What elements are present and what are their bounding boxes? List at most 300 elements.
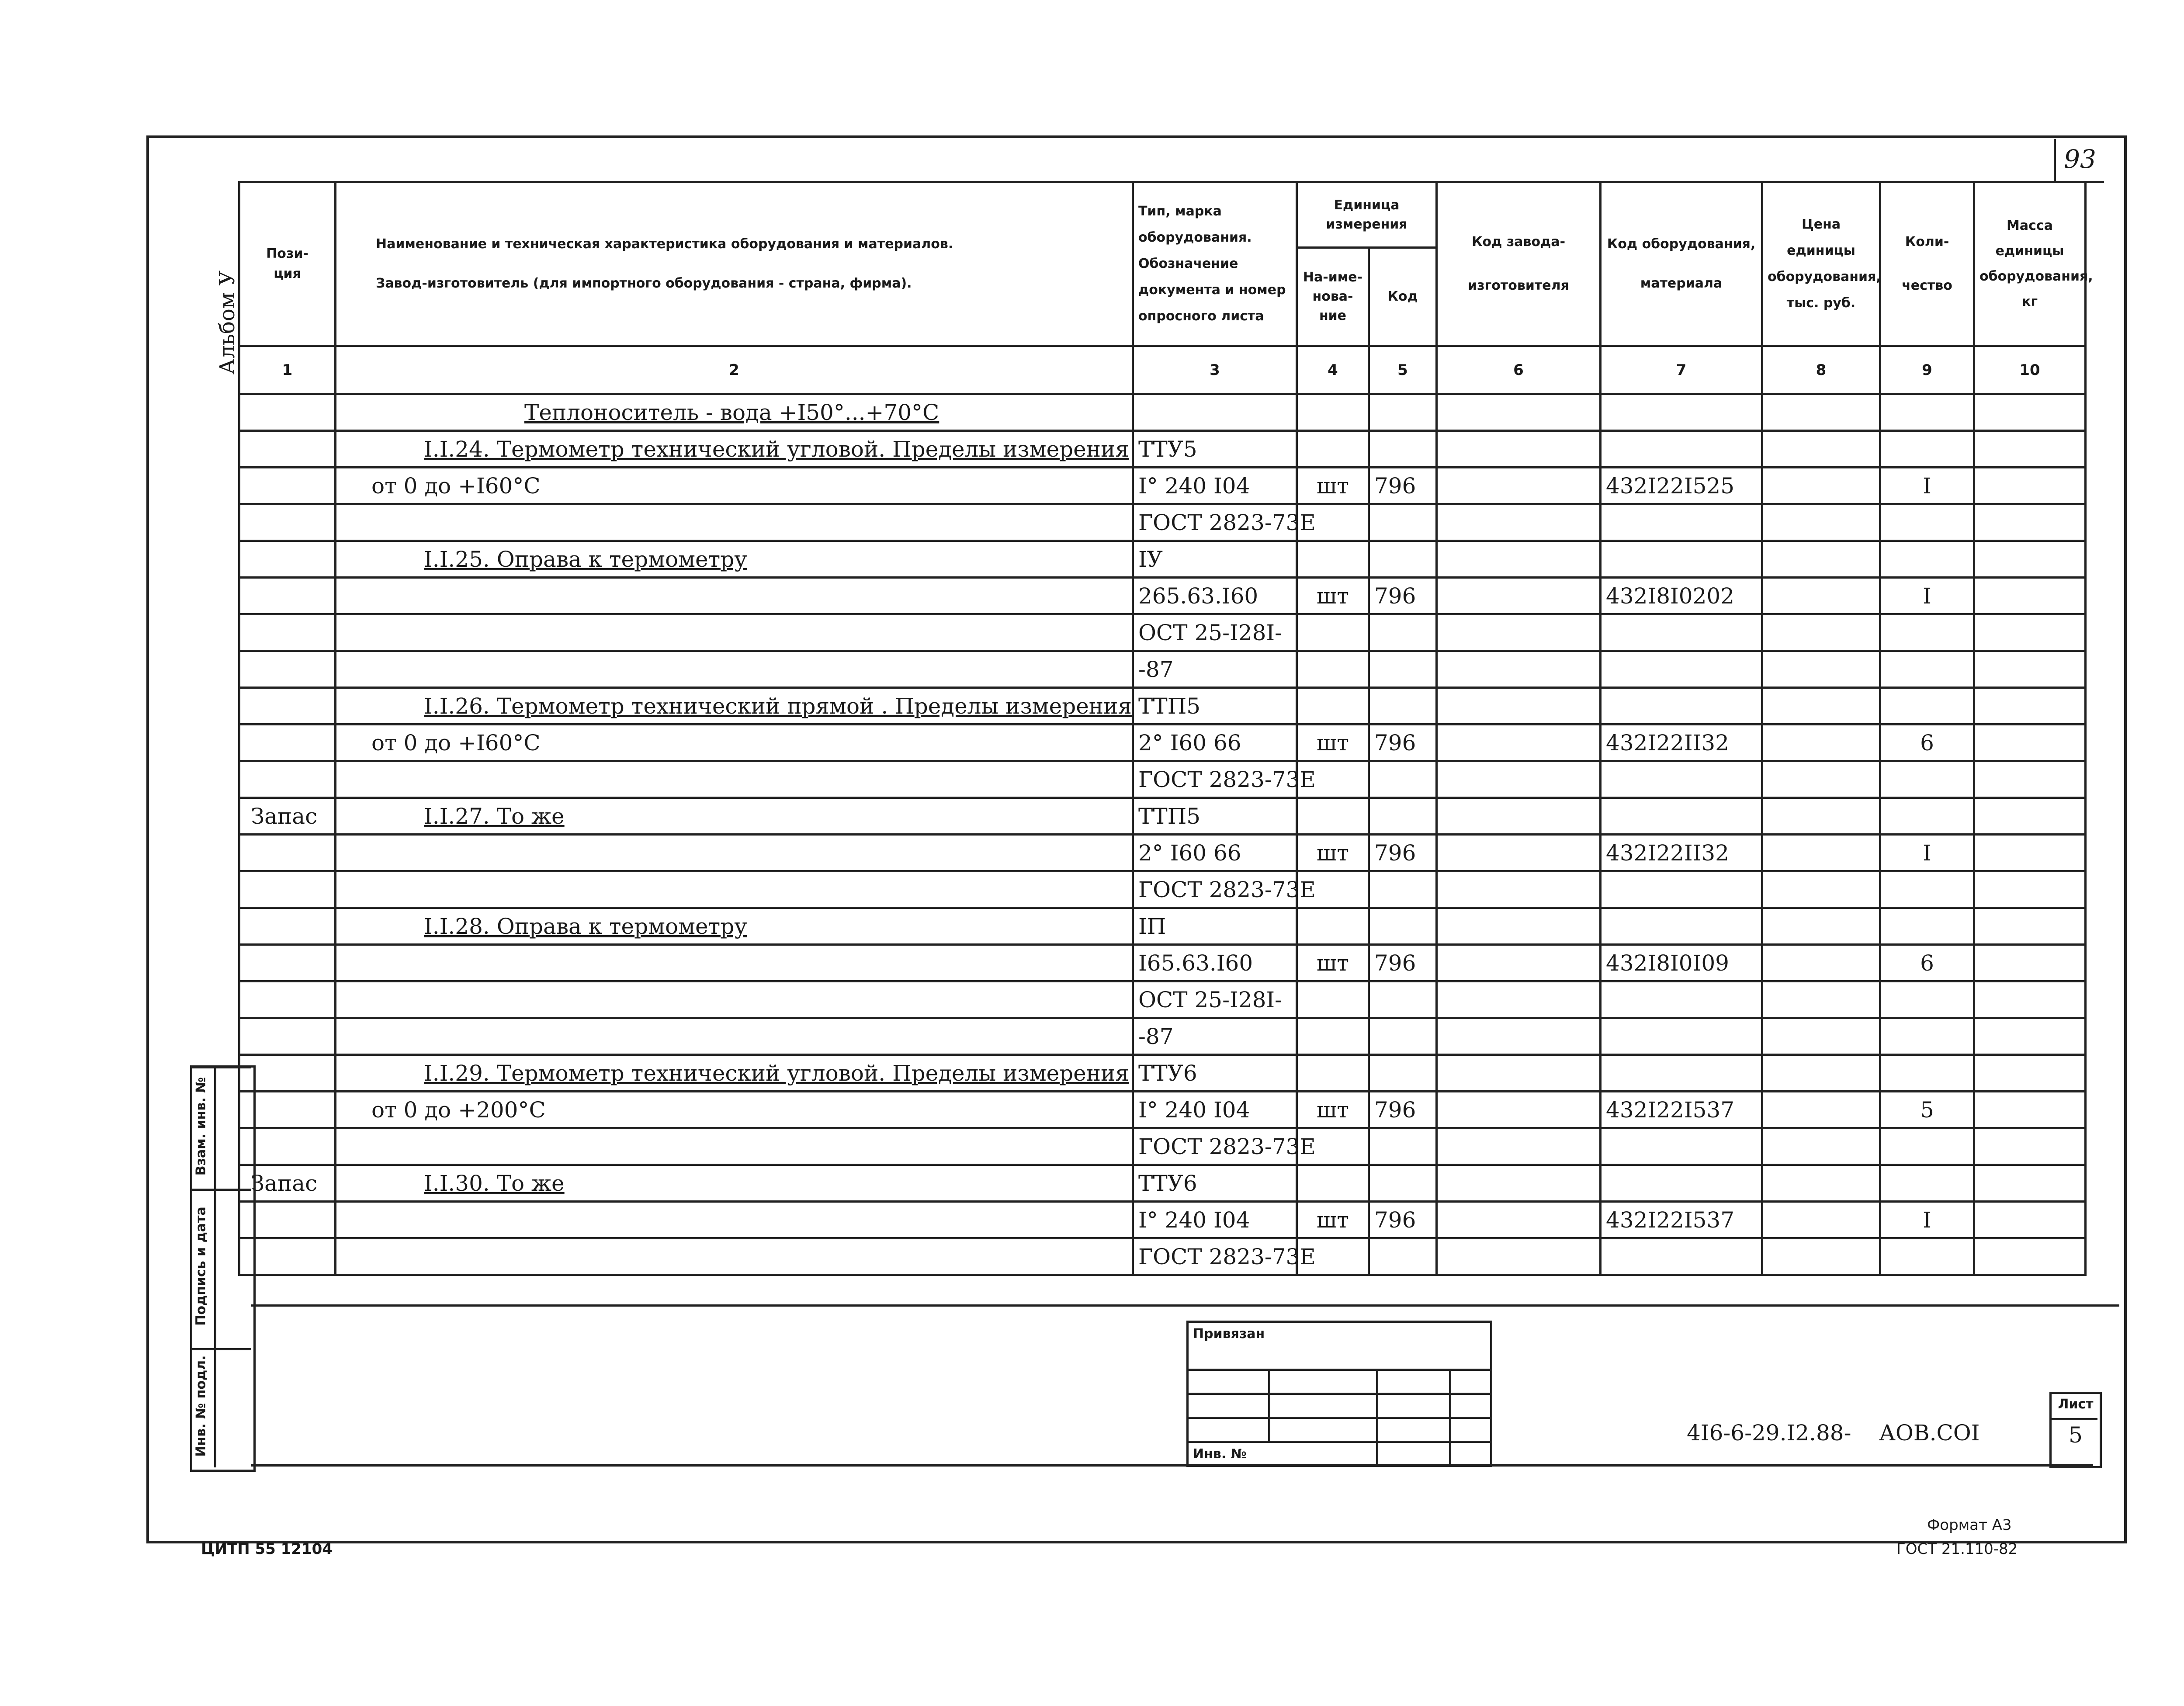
row-plant-code: [1437, 651, 1601, 688]
row-name: I.I.28. Оправа к термометру: [336, 908, 1133, 945]
row-unit: шт: [1297, 945, 1369, 981]
header-name: [336, 182, 1133, 346]
row-position: [239, 945, 336, 981]
row-unit-code: [1369, 614, 1437, 651]
row-price: [1762, 1165, 1880, 1202]
row-type: ТТУ6: [1133, 1165, 1297, 1202]
row-mass: [1974, 614, 2086, 651]
table-row: [239, 871, 2086, 908]
row-position: [239, 541, 336, 578]
header-name-line2: Завод-изготовитель (для импортного оборудования - страна, фирма).: [376, 276, 912, 291]
row-name: [336, 981, 1133, 1018]
table-row: [239, 541, 2086, 578]
table-row: [239, 761, 2086, 798]
row-price: [1762, 578, 1880, 614]
bottom-stamp-line: [251, 1304, 2119, 1307]
row-equipment-code: [1601, 761, 1762, 798]
row-unit: [1297, 394, 1369, 431]
attached-label: Привязан: [1193, 1326, 1265, 1342]
row-unit: [1297, 981, 1369, 1018]
sheet-box-divider: [2049, 1418, 2097, 1420]
row-price: [1762, 798, 1880, 835]
row-unit-code: 796: [1369, 835, 1437, 871]
row-unit-code: [1369, 1018, 1437, 1055]
row-plant-code: [1437, 1238, 1601, 1275]
row-name: I.I.30. То же: [336, 1165, 1133, 1202]
row-plant-code: [1437, 835, 1601, 871]
row-unit-code: [1369, 761, 1437, 798]
row-unit: [1297, 1055, 1369, 1092]
row-unit-code: [1369, 504, 1437, 541]
row-unit-code: [1369, 688, 1437, 725]
row-equipment-code: [1601, 871, 1762, 908]
table-row: [239, 945, 2086, 981]
row-position: [239, 871, 336, 908]
row-quantity: [1880, 1128, 1974, 1165]
row-name: [336, 871, 1133, 908]
row-mass: [1974, 981, 2086, 1018]
row-quantity: [1880, 1238, 1974, 1275]
row-quantity: [1880, 908, 1974, 945]
row-mass: [1974, 835, 2086, 871]
row-name: [336, 1018, 1133, 1055]
row-name: I.I.24. Термометр технический угловой. Пределы измерения: [336, 431, 1133, 468]
row-position: [239, 908, 336, 945]
row-type: -87: [1133, 651, 1297, 688]
row-type: I65.63.I60: [1133, 945, 1297, 981]
header-position: Пози- ция: [239, 182, 336, 346]
row-equipment-code: [1601, 908, 1762, 945]
row-price: [1762, 725, 1880, 761]
row-position: [239, 761, 336, 798]
row-plant-code: [1437, 725, 1601, 761]
row-name: [336, 1202, 1133, 1238]
header-unit: Единица измерения: [1297, 182, 1437, 248]
row-equipment-code: 432I8I0202: [1601, 578, 1762, 614]
table-row: [239, 1238, 2086, 1275]
gost-label: ГОСТ 21.110-82: [1896, 1540, 2018, 1558]
col-num: 6: [1437, 346, 1601, 394]
table-row: [239, 1202, 2086, 1238]
row-unit-code: [1369, 871, 1437, 908]
row-name: [336, 761, 1133, 798]
row-position: [239, 431, 336, 468]
row-plant-code: [1437, 394, 1601, 431]
row-plant-code: [1437, 578, 1601, 614]
row-position: Запас: [239, 798, 336, 835]
row-equipment-code: [1601, 394, 1762, 431]
inv-label: Инв. №: [1193, 1446, 1247, 1462]
sheet-number: 5: [2069, 1422, 2083, 1448]
table-row: [239, 798, 2086, 835]
row-plant-code: [1437, 981, 1601, 1018]
row-position: [239, 981, 336, 1018]
row-type: ГОСТ 2823-73Е: [1133, 1238, 1297, 1275]
table-row: [239, 725, 2086, 761]
row-name: от 0 до +I60°С: [336, 468, 1133, 504]
row-quantity: 6: [1880, 725, 1974, 761]
row-unit: [1297, 651, 1369, 688]
table-row: [239, 1165, 2086, 1202]
row-unit: [1297, 798, 1369, 835]
row-mass: [1974, 504, 2086, 541]
row-equipment-code: [1601, 1018, 1762, 1055]
row-type: ТТП5: [1133, 688, 1297, 725]
row-plant-code: [1437, 1018, 1601, 1055]
row-equipment-code: [1601, 1128, 1762, 1165]
row-type: ОСТ 25-I28I-: [1133, 981, 1297, 1018]
side-label-inv-original: Инв. № подл.: [193, 1355, 209, 1457]
row-mass: [1974, 725, 2086, 761]
table-row: [239, 1018, 2086, 1055]
row-equipment-code: [1601, 798, 1762, 835]
row-plant-code: [1437, 945, 1601, 981]
row-unit: [1297, 688, 1369, 725]
row-quantity: 5: [1880, 1092, 1974, 1128]
table-row: [239, 431, 2086, 468]
row-quantity: [1880, 541, 1974, 578]
row-unit-code: [1369, 1055, 1437, 1092]
row-type: ТТУ6: [1133, 1055, 1297, 1092]
row-price: [1762, 1018, 1880, 1055]
row-unit: шт: [1297, 835, 1369, 871]
side-stamp-divider: [190, 1189, 251, 1191]
table-row: [239, 394, 2086, 431]
row-type: IУ: [1133, 541, 1297, 578]
row-mass: [1974, 1238, 2086, 1275]
format-label: Формат А3: [1927, 1516, 2012, 1534]
row-quantity: [1880, 798, 1974, 835]
row-equipment-code: 432I22I537: [1601, 1092, 1762, 1128]
table-row: [239, 1128, 2086, 1165]
specification-body: [239, 394, 2086, 1275]
sheet-label: Лист: [2058, 1397, 2094, 1412]
row-mass: [1974, 541, 2086, 578]
table-row: [239, 1055, 2086, 1092]
row-type: ГОСТ 2823-73Е: [1133, 761, 1297, 798]
row-unit-code: 796: [1369, 1202, 1437, 1238]
row-price: [1762, 1238, 1880, 1275]
table-row: [239, 468, 2086, 504]
bottom-stamp-base: [251, 1464, 2093, 1467]
row-type: IП: [1133, 908, 1297, 945]
row-quantity: [1880, 871, 1974, 908]
table-row: [239, 688, 2086, 725]
row-type: ТТП5: [1133, 798, 1297, 835]
row-price: [1762, 688, 1880, 725]
row-mass: [1974, 1018, 2086, 1055]
column-numbers-row: [239, 346, 2086, 394]
row-equipment-code: 432I22I537: [1601, 1202, 1762, 1238]
row-mass: [1974, 468, 2086, 504]
row-type: ОСТ 25-I28I-: [1133, 614, 1297, 651]
row-name: [336, 1238, 1133, 1275]
row-type: I° 240 I04: [1133, 468, 1297, 504]
row-name: [336, 835, 1133, 871]
row-position: [239, 578, 336, 614]
row-price: [1762, 614, 1880, 651]
row-price: [1762, 908, 1880, 945]
row-equipment-code: [1601, 614, 1762, 651]
row-price: [1762, 394, 1880, 431]
row-equipment-code: [1601, 1165, 1762, 1202]
row-type: 2° I60 66: [1133, 725, 1297, 761]
row-unit-code: [1369, 541, 1437, 578]
footer-left: ЦИТП 55 12104: [201, 1540, 333, 1558]
row-name: [336, 614, 1133, 651]
row-plant-code: [1437, 431, 1601, 468]
side-label-replaced-inv: Взам. инв. №: [193, 1077, 209, 1176]
row-price: [1762, 431, 1880, 468]
col-num: 5: [1369, 346, 1437, 394]
row-quantity: [1880, 651, 1974, 688]
header-unit-code: Код: [1369, 248, 1437, 346]
row-mass: [1974, 1165, 2086, 1202]
table-row: [239, 504, 2086, 541]
row-quantity: [1880, 431, 1974, 468]
row-mass: [1974, 945, 2086, 981]
row-name: [336, 578, 1133, 614]
row-unit-code: [1369, 394, 1437, 431]
row-name: I.I.26. Термометр технический прямой . Пределы измерения: [336, 688, 1133, 725]
col-num: 4: [1297, 346, 1369, 394]
table-row: [239, 1092, 2086, 1128]
row-plant-code: [1437, 798, 1601, 835]
row-mass: [1974, 651, 2086, 688]
row-price: [1762, 945, 1880, 981]
row-equipment-code: [1601, 651, 1762, 688]
attached-stamp: [1186, 1321, 1492, 1467]
row-plant-code: [1437, 1128, 1601, 1165]
row-price: [1762, 1202, 1880, 1238]
row-type: 265.63.I60: [1133, 578, 1297, 614]
row-quantity: I: [1880, 468, 1974, 504]
table-row: [239, 578, 2086, 614]
row-equipment-code: [1601, 688, 1762, 725]
row-equipment-code: [1601, 981, 1762, 1018]
row-price: [1762, 504, 1880, 541]
row-unit: шт: [1297, 725, 1369, 761]
col-num: 3: [1133, 346, 1297, 394]
row-position: [239, 1018, 336, 1055]
row-quantity: [1880, 394, 1974, 431]
row-quantity: I: [1880, 1202, 1974, 1238]
table-row: [239, 908, 2086, 945]
row-name: [336, 651, 1133, 688]
col-num: 10: [1974, 346, 2086, 394]
table-row: [239, 614, 2086, 651]
row-mass: [1974, 1128, 2086, 1165]
row-plant-code: [1437, 908, 1601, 945]
row-quantity: [1880, 981, 1974, 1018]
header-type: Тип, марка оборудования. Обозначение документа и номер опросного листа: [1133, 182, 1297, 346]
row-unit: [1297, 1165, 1369, 1202]
side-stamp-divider: [190, 1066, 251, 1068]
row-mass: [1974, 871, 2086, 908]
header-plant-code: Код завода-изготовителя: [1437, 182, 1601, 346]
row-position: [239, 614, 336, 651]
row-price: [1762, 541, 1880, 578]
row-mass: [1974, 431, 2086, 468]
row-price: [1762, 651, 1880, 688]
row-equipment-code: 432I22II32: [1601, 725, 1762, 761]
row-price: [1762, 835, 1880, 871]
table-row: [239, 981, 2086, 1018]
top-sheet-number: 93: [2064, 144, 2096, 174]
row-unit-code: [1369, 1238, 1437, 1275]
row-unit-code: 796: [1369, 468, 1437, 504]
row-unit-code: [1369, 981, 1437, 1018]
row-mass: [1974, 1202, 2086, 1238]
row-price: [1762, 761, 1880, 798]
row-equipment-code: [1601, 431, 1762, 468]
row-quantity: [1880, 504, 1974, 541]
row-type: ГОСТ 2823-73Е: [1133, 1128, 1297, 1165]
row-unit-code: [1369, 1128, 1437, 1165]
row-price: [1762, 1128, 1880, 1165]
row-quantity: 6: [1880, 945, 1974, 981]
row-quantity: I: [1880, 578, 1974, 614]
row-name: I.I.29. Термометр технический угловой. Пределы измерения: [336, 1055, 1133, 1092]
row-unit: шт: [1297, 1202, 1369, 1238]
col-num: 1: [239, 346, 336, 394]
doc-code: 4I6-6-29.I2.88- АОВ.СОI: [1687, 1420, 1980, 1446]
row-plant-code: [1437, 1092, 1601, 1128]
row-plant-code: [1437, 468, 1601, 504]
row-position: [239, 504, 336, 541]
row-unit-code: 796: [1369, 945, 1437, 981]
row-unit-code: 796: [1369, 725, 1437, 761]
row-name: Теплоноситель - вода +I50°...+70°С: [336, 394, 1133, 431]
row-plant-code: [1437, 1055, 1601, 1092]
row-plant-code: [1437, 688, 1601, 725]
row-plant-code: [1437, 614, 1601, 651]
row-unit: [1297, 431, 1369, 468]
row-type: 2° I60 66: [1133, 835, 1297, 871]
row-equipment-code: [1601, 504, 1762, 541]
row-unit-code: 796: [1369, 1092, 1437, 1128]
row-name: от 0 до +200°С: [336, 1092, 1133, 1128]
header-name-line1: Наименование и техническая характеристика оборудования и материалов.: [376, 236, 953, 252]
row-position: [239, 725, 336, 761]
row-unit-code: [1369, 651, 1437, 688]
row-equipment-code: [1601, 1055, 1762, 1092]
row-equipment-code: [1601, 1238, 1762, 1275]
row-price: [1762, 1092, 1880, 1128]
row-type: -87: [1133, 1018, 1297, 1055]
row-quantity: [1880, 688, 1974, 725]
row-plant-code: [1437, 871, 1601, 908]
row-unit: шт: [1297, 468, 1369, 504]
row-position: Запас: [239, 1165, 336, 1202]
row-type: I° 240 I04: [1133, 1092, 1297, 1128]
row-position: [239, 651, 336, 688]
row-mass: [1974, 1092, 2086, 1128]
row-equipment-code: [1601, 541, 1762, 578]
row-unit: [1297, 614, 1369, 651]
row-position: [239, 835, 336, 871]
row-mass: [1974, 688, 2086, 725]
row-mass: [1974, 798, 2086, 835]
row-plant-code: [1437, 1165, 1601, 1202]
row-type: ГОСТ 2823-73Е: [1133, 504, 1297, 541]
row-price: [1762, 871, 1880, 908]
row-unit-code: [1369, 431, 1437, 468]
col-num: 2: [336, 346, 1133, 394]
row-plant-code: [1437, 761, 1601, 798]
row-quantity: [1880, 1165, 1974, 1202]
row-type: ТТУ5: [1133, 431, 1297, 468]
album-label: Альбом У: [215, 270, 239, 375]
row-mass: [1974, 1055, 2086, 1092]
row-plant-code: [1437, 1202, 1601, 1238]
col-num: 9: [1880, 346, 1974, 394]
row-price: [1762, 1055, 1880, 1092]
header-quantity: Коли-чество: [1880, 182, 1974, 346]
row-equipment-code: 432I8I0I09: [1601, 945, 1762, 981]
row-unit: [1297, 541, 1369, 578]
row-plant-code: [1437, 541, 1601, 578]
row-position: [239, 468, 336, 504]
row-name: [336, 1128, 1133, 1165]
row-type: [1133, 394, 1297, 431]
row-unit-code: 796: [1369, 578, 1437, 614]
row-quantity: [1880, 761, 1974, 798]
row-unit: шт: [1297, 578, 1369, 614]
row-unit: шт: [1297, 1092, 1369, 1128]
row-unit: [1297, 1018, 1369, 1055]
row-mass: [1974, 394, 2086, 431]
row-quantity: [1880, 1055, 1974, 1092]
header-unit-name: На-име-нова-ние: [1297, 248, 1369, 346]
row-name: I.I.25. Оправа к термометру: [336, 541, 1133, 578]
row-price: [1762, 468, 1880, 504]
row-name: I.I.27. То же: [336, 798, 1133, 835]
row-mass: [1974, 761, 2086, 798]
side-label-signature-date: Подпись и дата: [193, 1207, 209, 1326]
row-position: [239, 394, 336, 431]
row-name: от 0 до +I60°С: [336, 725, 1133, 761]
row-mass: [1974, 578, 2086, 614]
row-quantity: [1880, 614, 1974, 651]
specification-table: [238, 181, 2093, 1276]
row-unit-code: [1369, 1165, 1437, 1202]
row-unit: [1297, 908, 1369, 945]
row-unit-code: [1369, 798, 1437, 835]
row-price: [1762, 981, 1880, 1018]
row-plant-code: [1437, 504, 1601, 541]
row-equipment-code: 432I22I525: [1601, 468, 1762, 504]
row-type: I° 240 I04: [1133, 1202, 1297, 1238]
row-position: [239, 688, 336, 725]
header-price: Цена единицы оборудования, тыс. руб.: [1762, 182, 1880, 346]
row-quantity: I: [1880, 835, 1974, 871]
col-num: 8: [1762, 346, 1880, 394]
row-type: ГОСТ 2823-73Е: [1133, 871, 1297, 908]
row-name: [336, 504, 1133, 541]
row-quantity: [1880, 1018, 1974, 1055]
table-row: [239, 651, 2086, 688]
header-equipment-code: Код оборудования, материала: [1601, 182, 1762, 346]
col-num: 7: [1601, 346, 1762, 394]
row-equipment-code: 432I22II32: [1601, 835, 1762, 871]
row-unit-code: [1369, 908, 1437, 945]
row-mass: [1974, 908, 2086, 945]
header-mass: Масса единицы оборудования, кг: [1974, 182, 2086, 346]
table-row: [239, 835, 2086, 871]
side-stamp-divider-v: [214, 1065, 216, 1467]
row-name: [336, 945, 1133, 981]
